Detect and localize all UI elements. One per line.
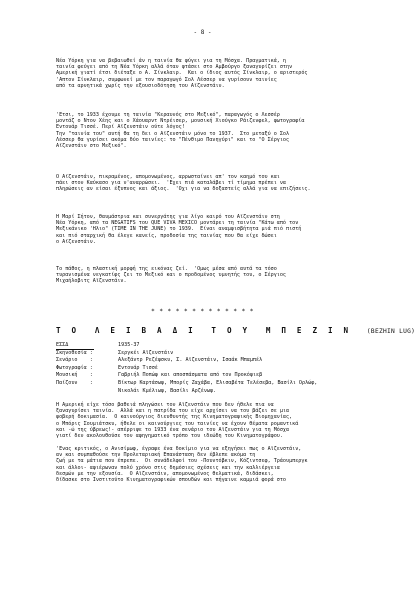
credit-row [56, 357, 317, 365]
credit-value: Νικολάι Κμέλιωφ, Βασίλι Αρζένωφ. [118, 387, 217, 394]
film-studio-row [56, 342, 317, 350]
film-years: 1935-37 [118, 342, 140, 348]
title-underline [56, 349, 94, 350]
paragraph [56, 58, 368, 89]
credit-value: Γαβριήλ Ποπώφ και αποσπάσματα από τον Προκόφιεβ [118, 372, 263, 379]
credit-label [56, 388, 118, 396]
paragraph [56, 446, 368, 483]
paragraph-text: 'Ετσι, το 1933 έχουμε τη ταινία "Κεραυνός στο Μεξικό", παραγωγός ο Λεσσέρ μοντάζ ο Ντον Χέης και ο Χάουαρντ Ντρέισερ, μουσική Χιούγκο Ράιζενφελ, φωτογραφία Εντουάρ Τισσέ. Περί Αϊζενστάιν ούτε λόγος! Την "ταινία του" αυτή θα τη δει ο Αϊζενστάιν μόνο το 1937. Στο μεταξύ ο Σολ Λέσσερ θα γυρίσει ακόμα δύο ταινίες: το "Πένθιμο Πανηγύρι" και το "Ο Σέργιος Αϊζενστάιν στο Μεξικό". [56, 112, 305, 150]
paragraph [56, 402, 368, 439]
separator-line: * * * * * * * * * * * * * [151, 308, 254, 315]
credit-label: Μουσική : [56, 372, 93, 379]
paragraph-text: Νέα Υόρκη για να βεβαιωθεί άν η ταινία θα φύγει για τη Μόσχα. Πραγματικά, η ταινία φεύγει από τη Νέα Υόρκη αλλά όταν φτάσει στο Αμβούργο ξαναγυρίζει στην Αμερική γιατί έτσι διέταξε ο Α. Σίνκλαιρ. Και ο ίδιος αυτός Σίνκλαιρ, ο αριστερός 'Απτον Σίνκλαιρ, συμφωνεί με τον παραγωγό Σολ Λέσσερ να γυρίσουν ταινίες από τα αρνητικά χωρίς την εξουσιοδότηση του Αϊζενστάιν. [56, 58, 308, 89]
credit-label: Φωτογραφία : [56, 364, 93, 371]
paragraph-text: Η Αμερική είχε τόσο βαθειά πληγώσει τον Αϊζενστάιν που δεν ήθελε πια να ξαναγυρίσει ταινία. Αλλά και η πατρίδα του είχε αρχίσει να του βάζει σε μια φοβερή δοκιμασία. Ο καινούργιος διευθυντής της Κινηματογραφικής Βιομηχανίας, ο Μπόρις Σουμιάτσκυ, ήθελε οι καινούργιες του ταινίες να έχουν θέματα ρομαντικά και -ώ της ύβρεως!- απέρριψε το 1933 ένα σενάριο του Αϊζενστάιν για τη Μόσχα γιατί δεν ακολουθούσε τον αφηγηματικό τρόπο του ιδεώδη του Κινηματογράφου. [56, 402, 299, 440]
film-title [56, 328, 415, 335]
credit-label: Σενάριο : [56, 357, 93, 364]
paragraph [56, 112, 368, 149]
paragraph-text: 'Ενας κριτικός, ο Ανισίμωφ, έγραφε ένα δοκίμιο για να εξηγήσει πως ο Αϊζενστάιν, αν και συμπαθούσε την Προλεταριακή Επανάσταση δεν έβλεπε ακόμα τη ζωή με τα μάτια που έπρεπε. Οι συνάδελφοί του -Πουντόβκιν, Κόζιντσεφ, Τράουμπεργκ και άλλοι- αφιέρωναν πολύ χρόνο στις δημόσιες σχέσεις και την καλλιέργεια δεσμών με την εξουσία. Ο Αϊζενστάιν, απομονωμένος θελματικά, διδάσκει, δίδασκε στο Ινστιτούτο Κινηματογραφικών σπουδών και πήγαινε καμμιά φορά στο [56, 446, 308, 484]
paragraph [56, 214, 368, 245]
credit-value: Σεργκέι Αϊζενστάιν [118, 349, 174, 356]
credit-value: Αλεξάντρ Ρεζέφσκυ, Σ. Αϊζενστάιν, Ισαάκ Μπαμπέλ [118, 357, 263, 364]
film-studio: ΕΣΣΔ [56, 342, 69, 348]
film-title-greek: Τ Ο Λ Ε Ι Β Α Δ Ι Τ Ο Υ Μ Π Ε Ζ Ι Ν [56, 326, 352, 335]
credit-value: Εντουάρ Τισσέ [118, 364, 158, 371]
credit-label: Σκηνοθεσία : [56, 349, 93, 356]
paragraph-text: Το πάθος, η πλαστική μορφή της εικόνας ζεί. 'Ομως μέσα από αυτά τα τόσο τυρανισμένα νεγκατίφς ζει το Μεξικό και ο προδομένος υμνητής του, ο Σέργιος Μιχαήλοβιτς Αϊζενστάιν. [56, 266, 287, 285]
credit-row [56, 388, 317, 396]
credit-row [56, 380, 317, 388]
paragraph [56, 174, 368, 193]
film-info [56, 342, 317, 395]
page-number: - 8 - [193, 29, 212, 36]
paragraph [56, 266, 368, 285]
film-original-title: (BEZHIN LUG) [366, 328, 415, 335]
paragraph-text: Η Μαρί Σήτον, θαυμάστρια και συνεργάτης για λίγο καιρό του Αϊζενστάιν στη Νέα Υόρκη, από τα NEGATIFS του QUE VIVA MEXICO μοντάρει τη ταινία "Κάτω από τον Μεξικάνικο 'Ηλιο" (TIME IN THE JUNE) το 1939. Είναι αναμφισβήτητα μιά πιό πιστή και πιό σταρχική θα έλεγε κανείς, προδοσία της ταινίας που θα είχε δώσει ο Αϊζενστάιν. [56, 214, 302, 245]
credit-value: Βίκτωρ Καρτάσωφ, Μπορίς Ζαχάβα, Ελισαβέτα Τελέσεβα, Βασίλι Ορλώφ, [118, 379, 318, 386]
credit-label: Παίζουν : [56, 379, 93, 386]
paragraph-text: Ο Αϊζενστάιν, πικραμένος, απομονωμένος, αρρωσταίνει απ' τον καημό του και πάει στον Καύκασο για ν'αναρρώσει. 'Εχει πιά καταλάβει τί τίμημα πρέπει να πληρώσεις αν είσαι έξυπνος και άξιος. 'Οχι για να δοξαστείς αλλά για να επιζήσεις. [56, 174, 311, 193]
credit-row [56, 372, 317, 380]
